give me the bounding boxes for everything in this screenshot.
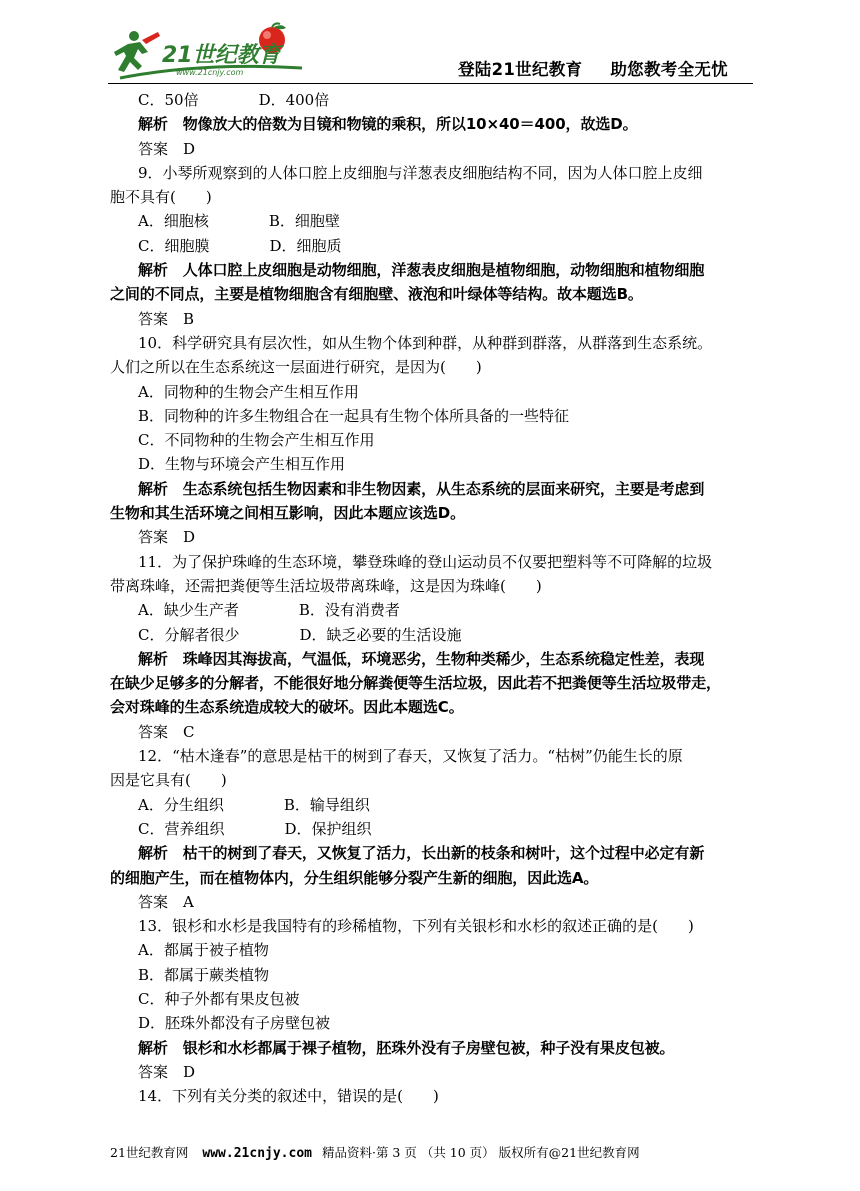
question-line: A．细胞核 B．细胞壁 (138, 212, 340, 231)
explanation-line: 会对珠峰的生态系统造成较大的破坏。因此本题选C。 (110, 698, 464, 717)
slogan-tagline: 助您教考全无忧 (610, 60, 728, 79)
question-line: 12．“枯木逢春”的意思是枯干的树到了春天，又恢复了活力。“枯树”仍能生长的原 (138, 747, 683, 766)
explanation-line: 解析 生态系统包括生物因素和非生物因素，从生态系统的层面来研究，主要是考虑到 (138, 479, 705, 498)
answer-line: 答案 C (138, 722, 195, 741)
question-line: C．分解者很少 D．缺乏必要的生活设施 (138, 625, 462, 644)
question-line: A．同物种的生物会产生相互作用 (138, 382, 359, 401)
explanation-line: 解析 枯干的树到了春天，又恢复了活力，长出新的枝条和树叶，这个过程中必定有新 (138, 844, 705, 863)
logo-text: 21世纪教育 (162, 43, 281, 68)
header-divider (108, 83, 753, 84)
question-line: A．分生组织 B．输导组织 (138, 795, 370, 814)
footer-site-name: 21世纪教育网 (110, 1145, 189, 1160)
slogan-login: 登陆21世纪教育 (458, 60, 583, 79)
question-line: C．细胞膜 D．细胞质 (138, 236, 342, 255)
question-line: D．胚珠外都没有子房壁包被 (138, 1014, 331, 1033)
running-figure-icon (114, 31, 160, 72)
question-line: C．种子外都有果皮包被 (138, 989, 300, 1008)
question-line: 带离珠峰，还需把粪便等生活垃圾带离珠峰，这是因为珠峰( ) (110, 576, 542, 595)
question-line: 10．科学研究具有层次性，如从生物个体到种群，从种群到群落，从群落到生态系统。 (138, 333, 713, 352)
question-line: B．同物种的许多生物组合在一起具有生物个体所具备的一些特征 (138, 406, 570, 425)
explanation-line: 解析 珠峰因其海拔高，气温低，环境恶劣，生物种类稀少，生态系统稳定性差，表现 (138, 649, 705, 668)
question-line: 9．小琴所观察到的人体口腔上皮细胞与洋葱表皮细胞结构不同，因为人体口腔上皮细 (138, 163, 703, 182)
question-line: A．缺少生产者 B．没有消费者 (138, 601, 400, 620)
answer-line: 答案 A (138, 892, 194, 911)
question-line: D．生物与环境会产生相互作用 (138, 455, 346, 474)
question-line: 11．为了保护珠峰的生态环境，攀登珠峰的登山运动员不仅要把塑料等不可降解的垃圾 (138, 552, 713, 571)
footer-page-info: 精品资料·第 3 页 （共 10 页） 版权所有@21世纪教育网 (321, 1145, 640, 1160)
question-line: 13．银杉和水杉是我国特有的珍稀植物，下列有关银杉和水杉的叙述正确的是( ) (138, 917, 694, 936)
question-line: C．营养组织 D．保护组织 (138, 819, 372, 838)
explanation-line: 解析 物像放大的倍数为目镜和物镜的乘积，所以10×40＝400，故选D。 (138, 115, 638, 134)
question-line: 14．下列有关分类的叙述中，错误的是( ) (138, 1087, 439, 1106)
explanation-line: 的细胞产生，而在植物体内，分生组织能够分裂产生新的细胞，因此选A。 (110, 868, 599, 887)
logo-url: www.21cnjy.com (176, 68, 244, 77)
question-line: 胞不具有( ) (110, 188, 212, 207)
page-header (0, 0, 860, 84)
question-line: C．50倍 D．400倍 (138, 91, 330, 109)
document-body (110, 88, 755, 1108)
question-line: C．不同物种的生物会产生相互作用 (138, 431, 375, 450)
explanation-line: 在缺少足够多的分解者，不能很好地分解粪便等生活垃圾，因此若不把粪便等生活垃圾带走， (110, 674, 721, 693)
question-line: B．都属于蕨类植物 (138, 965, 270, 984)
answer-line: 答案 D (138, 1062, 196, 1081)
question-line: 因是它具有( ) (110, 771, 227, 790)
explanation-line: 解析 人体口腔上皮细胞是动物细胞，洋葱表皮细胞是植物细胞，动物细胞和植物细胞 (138, 261, 705, 280)
answer-line: 答案 B (138, 309, 195, 328)
explanation-line: 之间的不同点，主要是植物细胞含有细胞壁、液泡和叶绿体等结构。故本题选B。 (110, 285, 643, 304)
explanation-line: 生物和其生活环境之间相互影响，因此本题应该选D。 (110, 504, 466, 523)
question-line: A．都属于被子植物 (138, 941, 269, 960)
answer-line: 答案 D (138, 528, 196, 547)
question-line: 人们之所以在生态系统这一层面进行研究，是因为( ) (110, 358, 482, 377)
page-footer (110, 1143, 755, 1161)
site-logo (112, 22, 312, 84)
header-slogan (458, 56, 728, 80)
explanation-line: 解析 银杉和水杉都属于裸子植物，胚珠外没有子房壁包被，种子没有果皮包被。 (138, 1038, 675, 1057)
footer-url[interactable]: www.21cnjy.com (202, 1146, 312, 1161)
answer-line: 答案 D (138, 139, 196, 158)
